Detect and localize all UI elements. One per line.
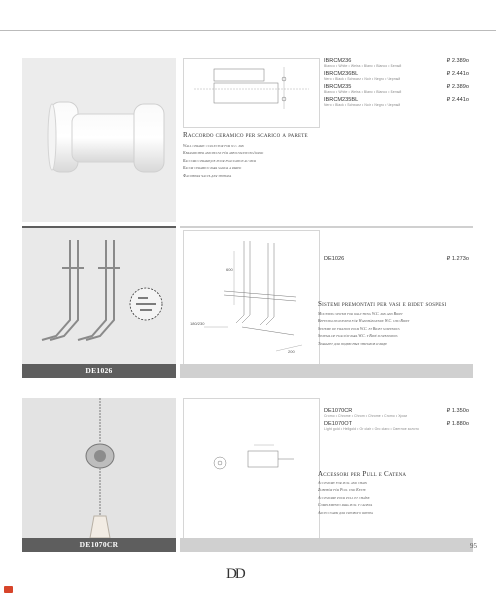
translation-en: Wall ceramic collector for w.c. pan [183,144,244,148]
finish-desc: Bianco • White • Weiss • Blanc • Blanco • Белый [324,90,402,94]
pull-chain-image [22,398,176,540]
finish-desc: Cromo • Chrome • Chrom • Chrome • Cromo • Хром [324,414,407,418]
dim-height: 600 [226,267,233,272]
code-list-3 [324,408,469,434]
product-code: DE1070OT [324,421,352,427]
product-translations [318,311,409,348]
translation-ru: Аксессуары для тягового шнура [318,510,373,515]
translation-fr: Accessoire pour pull et chaîne [318,495,370,500]
product-translations [318,480,373,517]
code-row [324,256,469,262]
tech-panel-footer [180,364,473,378]
finish-desc: Light gold • Hellgold • Or clair • Oro claro • Светлое золото [324,427,419,431]
product-price: ₽ 1.273о [446,256,469,262]
code-list-2 [324,256,469,262]
mounting-system-image [22,228,176,370]
translation-en: Accessory for pull and chain [318,481,367,485]
brand-logo: DD [226,566,244,582]
translation-es: Racor ceramico para salida a pared [183,166,242,171]
finish-desc: Nero • Black • Schwarz • Noir • Negro • Черный [324,103,401,107]
product-code: IBRCM235BL [324,97,359,103]
code-list-1 [324,58,469,110]
product-photo-mounting-system [22,228,176,370]
product-caption: DE1070CR [22,538,176,552]
translation-de: Keramischer anschluss für abflussleitung/wand [183,151,264,156]
product-photo-pull-chain [22,398,176,540]
product-code: DE1026 [324,256,345,262]
product-photo-ceramic-collector [22,58,176,222]
dim-depth: 200 [288,349,295,354]
product-caption: DE1026 [22,364,176,378]
product-title: Raccordo ceramico per scarico a parete [183,131,308,139]
product-code: DE1070CR [324,408,353,414]
tech-panel-footer [180,538,473,552]
translation-es: Sistema de fijación para W.C. y Bidé suspendidos [318,334,398,339]
page-number: 95 [470,542,477,550]
finish-desc: Nero • Black • Schwarz • Noir • Negro • Черный [324,77,401,81]
product-price: ₽ 2.441о [446,97,469,103]
technical-drawing-3 [183,398,320,540]
translation-ru: Фасонная часть для унитаза [183,173,232,178]
translation-es: Complemento para pull y cadena [318,503,373,508]
product-price: ₽ 1.350о [446,408,469,414]
product-price: ₽ 1.880о [446,421,469,427]
ceramic-collector-image [22,58,176,222]
translation-ru: Трафарет для подвесных унитазов и биде [318,341,388,346]
finish-desc: Bianco • White • Weiss • Blanc • Blanco • Белый [324,64,402,68]
dim-spacing: 180/230 [190,321,205,326]
technical-drawing-1 [183,58,320,128]
corner-badge-icon [4,586,13,593]
top-rule [0,30,496,31]
technical-drawing-2 [183,230,320,366]
translation-fr: Systeme de fixation pour W.C. et Bidet suspendus [318,326,400,331]
product-code: IBRCM236 [324,58,352,64]
translation-de: Befestigungssystem für Wandhängende W.C. und Bidet [318,319,410,324]
translation-fr: Raccord ceramique pour evacuation au mur [183,158,256,163]
product-price: ₽ 2.441о [446,71,469,77]
product-title: Accessori per Pull e Catena [318,470,407,478]
product-title: Sistemi premontati per vasi e bidet sospesi [318,300,447,308]
product-price: ₽ 2.389о [446,84,469,90]
product-price: ₽ 2.389о [446,58,469,64]
product-code: IBRCM236BL [324,71,359,77]
product-code: IBRCM235 [324,84,352,90]
translation-en: Mounting system for wall-hung W.C. pan and Bidet [318,312,403,316]
translation-de: Zubehör für Pull und Kette [318,488,366,493]
product-translations [183,143,263,180]
